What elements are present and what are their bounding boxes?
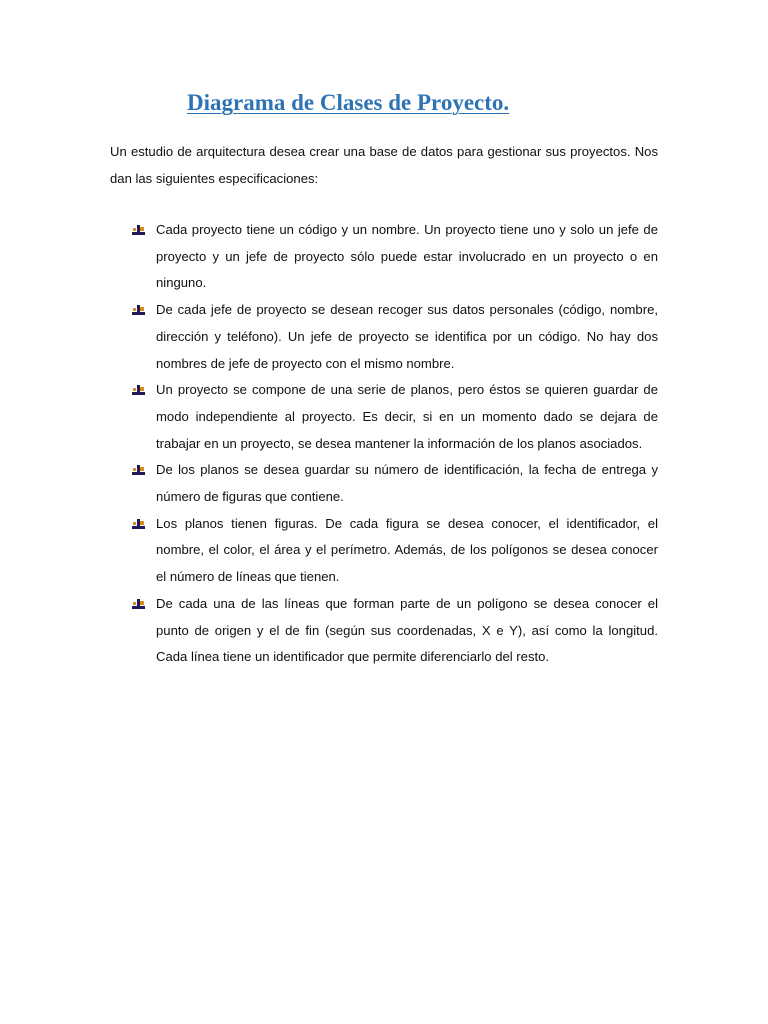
- arrow-bullet-icon: [132, 305, 145, 317]
- list-item: [130, 591, 658, 671]
- list-item-text: De cada jefe de proyecto se desean recoger sus datos personales (código, nombre, dirección y teléfono). Un jefe de proyecto se identifica por un código. No hay dos nombres de jefe de proyecto con el mismo nombre.: [156, 302, 658, 371]
- list-item: [130, 457, 658, 510]
- list-item: [130, 377, 658, 457]
- arrow-bullet-icon: [132, 225, 145, 237]
- list-item: [130, 297, 658, 377]
- intro-paragraph: Un estudio de arquitectura desea crear una base de datos para gestionar sus proyectos. Nos dan las siguientes especificaciones:: [110, 144, 658, 186]
- page-title: Diagrama de Clases de Proyecto.: [187, 90, 510, 115]
- list-item-text: De los planos se desea guardar su número de identificación, la fecha de entrega y número de figuras que contiene.: [156, 462, 658, 505]
- list-item-text: Cada proyecto tiene un código y un nombre. Un proyecto tiene uno y solo un jefe de proyecto y un jefe de proyecto sólo puede estar involucrado en un proyecto o en ninguno.: [156, 222, 658, 291]
- specification-list: [130, 217, 658, 671]
- arrow-bullet-icon: [132, 519, 145, 531]
- list-item-text: Los planos tienen figuras. De cada figura se desea conocer, el identificador, el nombre, el color, el área y el perímetro. Además, de los polígonos se desea conocer el número de líneas que tienen.: [156, 515, 658, 585]
- list-item: [130, 217, 658, 297]
- arrow-bullet-icon: [132, 465, 145, 477]
- arrow-bullet-icon: [132, 385, 145, 397]
- list-item-text: Un proyecto se compone de una serie de planos, pero éstos se quieren guardar de modo independiente al proyecto. Es decir, si en un momento dado se dejara de trabajar en un proyecto, se desea mantener la información de los planos asociados.: [156, 382, 658, 451]
- list-item: [130, 511, 658, 591]
- arrow-bullet-icon: [132, 599, 145, 611]
- list-item-text: De cada una de las líneas que forman parte de un polígono se desea conocer el punto de origen y el de fin (según sus coordenadas, X e Y), así como la longitud. Cada línea tiene un identificador que permite diferenciarlo del resto.: [156, 595, 658, 665]
